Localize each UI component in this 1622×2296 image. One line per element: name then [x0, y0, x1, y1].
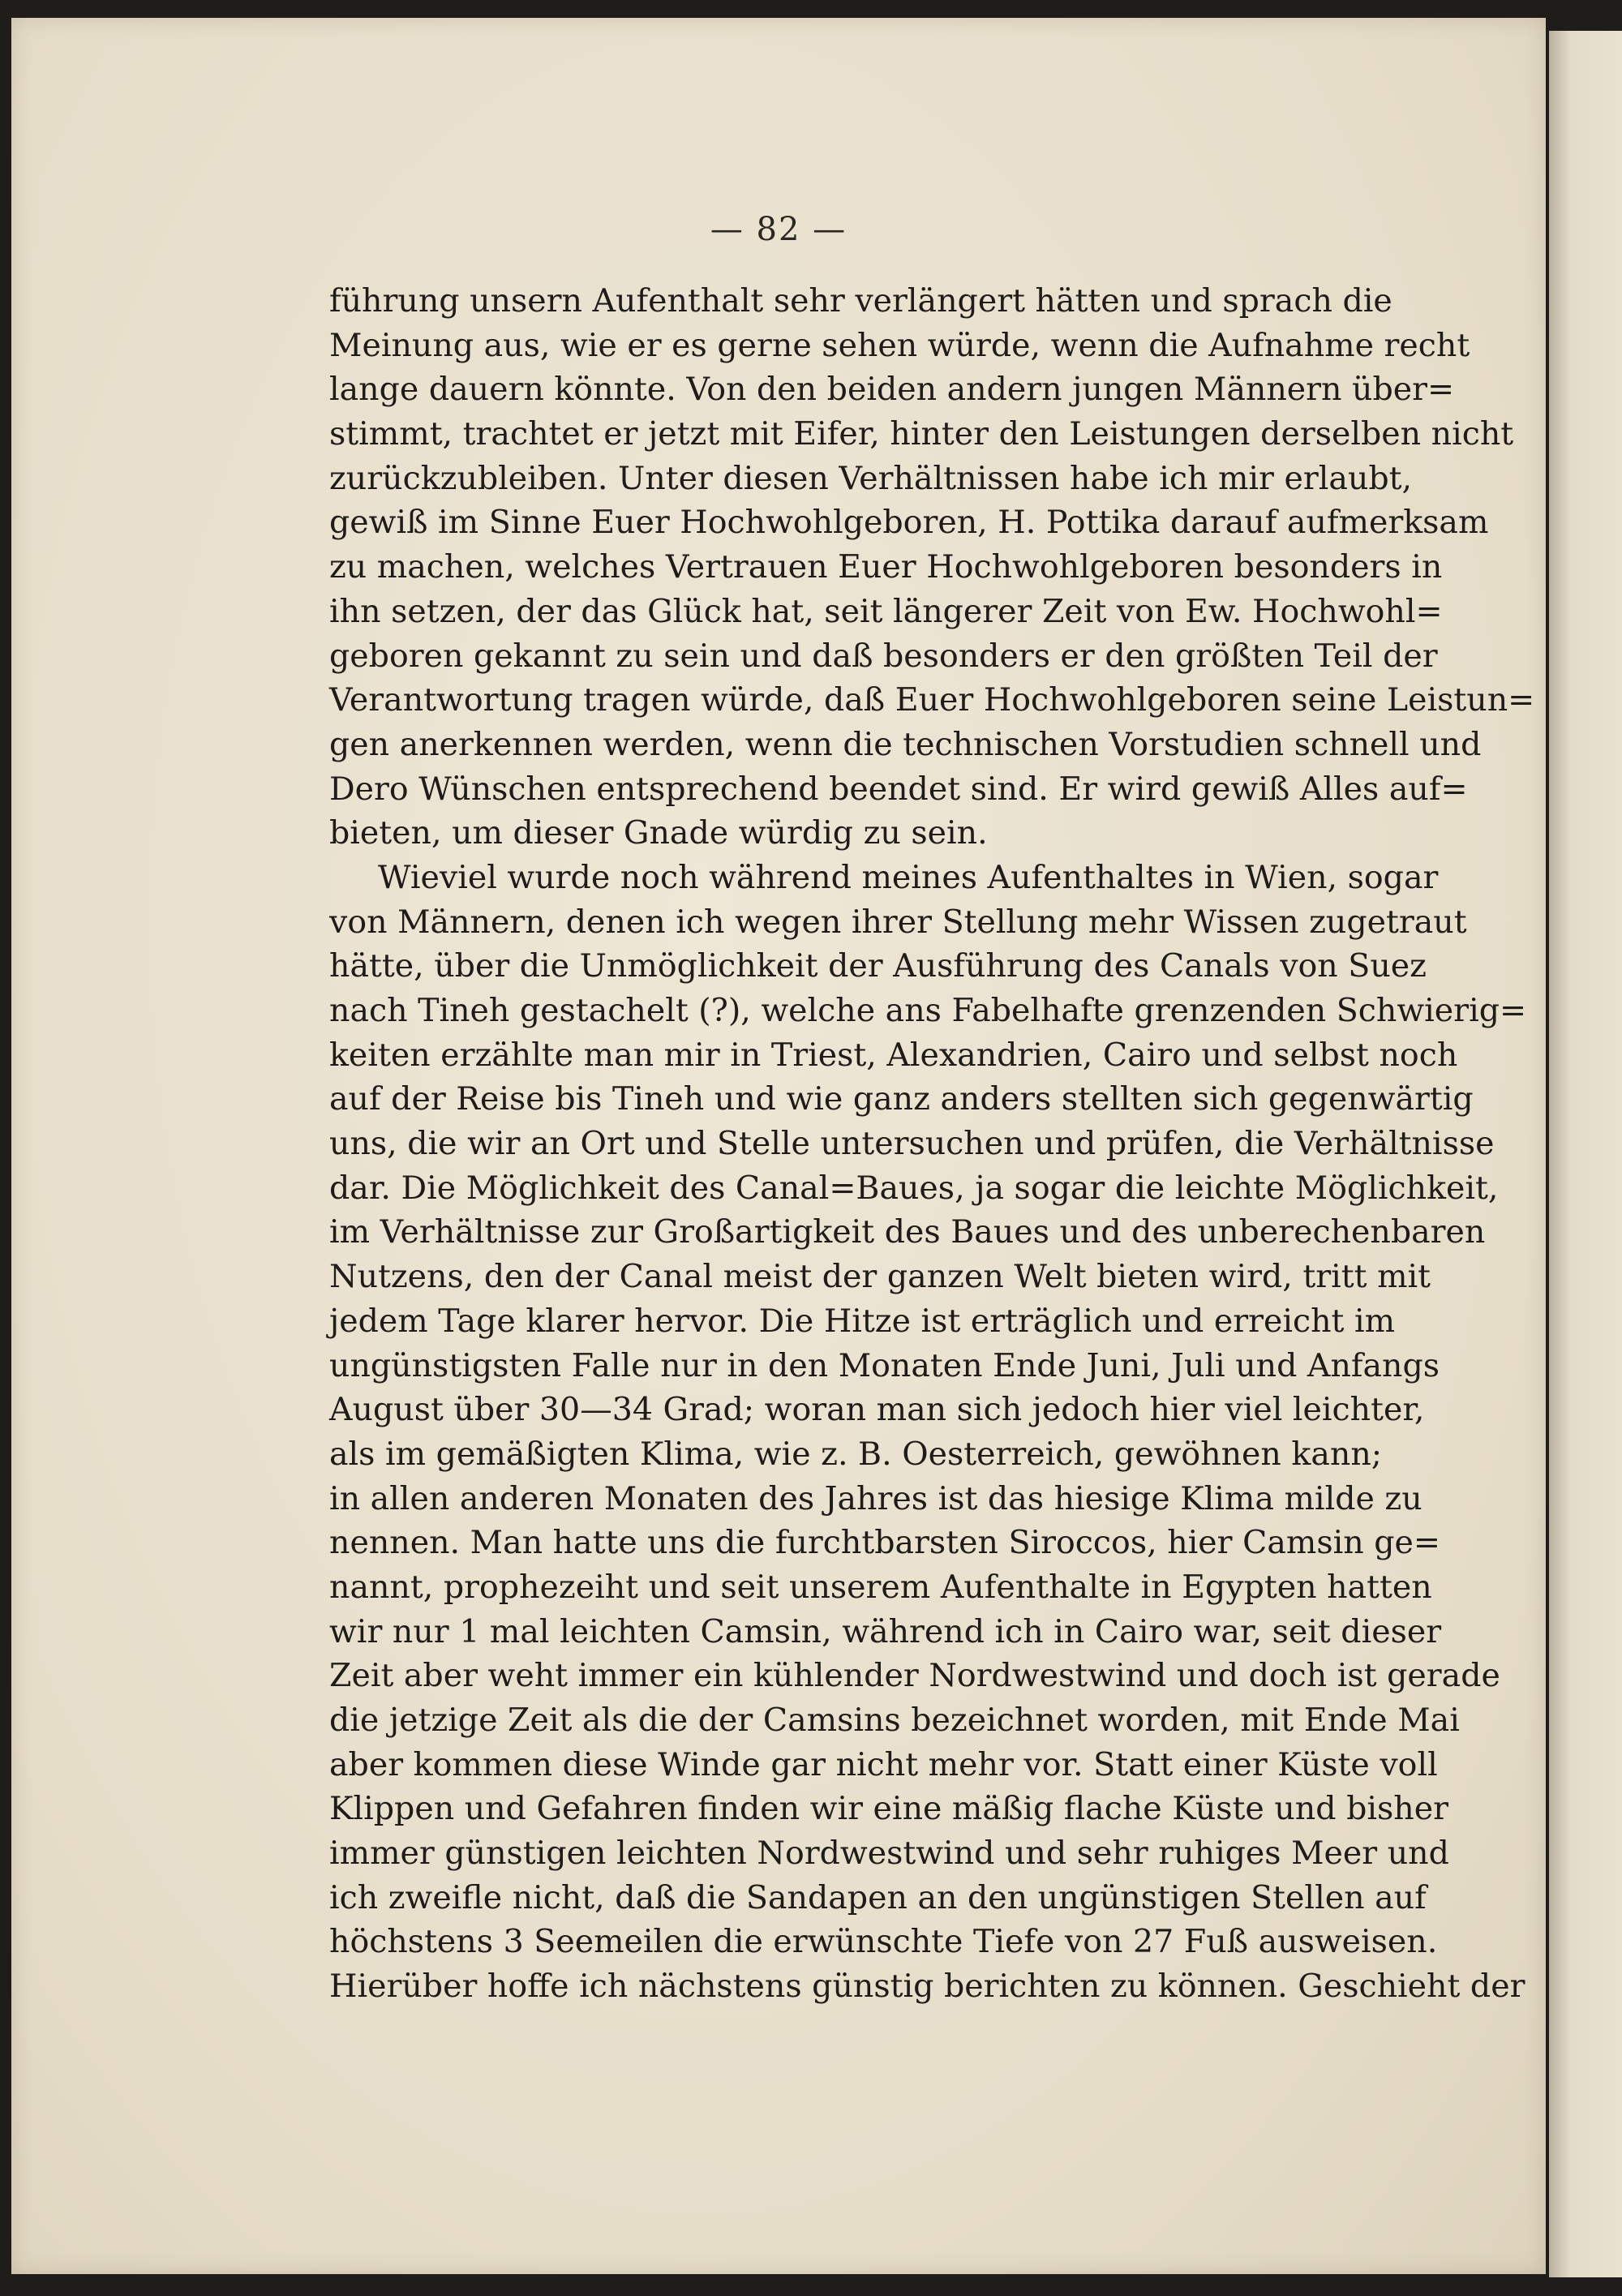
text-line: wir nur 1 mal leichten Camsin, während ich in Cairo war, seit dieser — [329, 1612, 1442, 1650]
body-text — [329, 279, 1535, 2009]
text-line: jedem Tage klarer hervor. Die Hitze ist erträglich und erreicht im — [329, 1302, 1396, 1340]
text-line: Meinung aus, wie er es gerne sehen würde, wenn die Aufnahme recht — [329, 326, 1470, 364]
text-line: die jetzige Zeit als die der Camsins bezeichnet worden, mit Ende Mai — [329, 1702, 1460, 1739]
paragraph — [329, 279, 1535, 856]
paragraph — [329, 856, 1527, 2009]
text-line: geboren gekannt zu sein und daß besonders er den größten Teil der — [329, 637, 1438, 675]
text-line: August über 30—34 Grad; woran man sich jedoch hier viel leichter, — [329, 1391, 1425, 1429]
text-line: ich zweifle nicht, daß die Sandapen an den ungünstigen Stellen auf — [329, 1878, 1427, 1916]
text-line: gewiß im Sinne Euer Hochwohlgeboren, H. Pottika darauf aufmerksam — [329, 504, 1489, 542]
text-line: hätte, über die Unmöglichkeit der Ausführung des Canals von Suez — [329, 947, 1427, 985]
page-number: — 82 — — [710, 211, 847, 248]
text-line: Dero Wünschen entsprechend beendet sind. Er wird gewiß Alles auf= — [329, 770, 1468, 808]
text-line: auf der Reise bis Tineh und wie ganz anders stellten sich gegenwärtig — [329, 1080, 1474, 1118]
text-line: ungünstigsten Falle nur in den Monaten Ende Juni, Juli und Anfangs — [329, 1346, 1440, 1384]
text-line: stimmt, trachtet er jetzt mit Eifer, hinter den Leistungen derselben nicht — [329, 415, 1514, 453]
text-line: Klippen und Gefahren finden wir eine mäßig flache Küste und bisher — [329, 1790, 1448, 1828]
text-line: nannt, prophezeiht und seit unserem Aufenthalte in Egypten hatten — [329, 1568, 1432, 1606]
text-line: im Verhältnisse zur Großartigkeit des Baues und des unberechenbaren — [329, 1213, 1486, 1251]
text-line: Zeit aber weht immer ein kühlender Nordwestwind und doch ist gerade — [329, 1657, 1500, 1695]
text-line: gen anerkennen werden, wenn die technischen Vorstudien schnell und — [329, 725, 1482, 763]
text-line: uns, die wir an Ort und Stelle untersuchen und prüfen, die Verhältnisse — [329, 1125, 1495, 1163]
text-line: nennen. Man hatte uns die furchtbarsten Siroccos, hier Camsin ge= — [329, 1524, 1440, 1562]
text-line: in allen anderen Monaten des Jahres ist das hiesige Klima milde zu — [329, 1479, 1422, 1517]
text-line: aber kommen diese Winde gar nicht mehr vor. Statt einer Küste voll — [329, 1745, 1438, 1783]
text-line: zu machen, welches Vertrauen Euer Hochwohlgeboren besonders in — [329, 548, 1443, 586]
text-line: als im gemäßigten Klima, wie z. B. Oesterreich, gewöhnen kann; — [329, 1435, 1383, 1473]
text-line: ihn setzen, der das Glück hat, seit längerer Zeit von Ew. Hochwohl= — [329, 592, 1443, 630]
text-line: lange dauern könnte. Von den beiden andern jungen Männern über= — [329, 371, 1455, 409]
text-line: führung unsern Aufenthalt sehr verlängert hätten und sprach die — [329, 282, 1392, 320]
text-line: Wieviel wurde noch während meines Aufenthaltes in Wien, sogar — [378, 858, 1439, 896]
adjacent-page-edge — [1549, 31, 1622, 2277]
text-line: Verantwortung tragen würde, daß Euer Hochwohlgeboren seine Leistun= — [329, 681, 1535, 719]
text-line: zurückzubleiben. Unter diesen Verhältnissen habe ich mir erlaubt, — [329, 459, 1413, 497]
text-line: nach Tineh gestachelt (?), welche ans Fabelhafte grenzenden Schwierig= — [329, 992, 1527, 1029]
text-line: höchstens 3 Seemeilen die erwünschte Tiefe von 27 Fuß ausweisen. — [329, 1923, 1438, 1961]
text-line: bieten, um dieser Gnade würdig zu sein. — [329, 814, 988, 852]
text-line: Hierüber hoffe ich nächstens günstig berichten zu können. Geschieht der — [329, 1968, 1525, 2006]
text-line: keiten erzählte man mir in Triest, Alexandrien, Cairo und selbst noch — [329, 1036, 1458, 1074]
book-page — [11, 18, 1546, 2274]
text-line: Nutzens, den der Canal meist der ganzen Welt bieten wird, tritt mit — [329, 1258, 1431, 1296]
text-line: dar. Die Möglichkeit des Canal=Baues, ja sogar die leichte Möglichkeit, — [329, 1169, 1499, 1207]
text-line: immer günstigen leichten Nordwestwind und sehr ruhiges Meer und — [329, 1835, 1449, 1873]
text-line: von Männern, denen ich wegen ihrer Stellung mehr Wissen zugetraut — [329, 903, 1467, 941]
